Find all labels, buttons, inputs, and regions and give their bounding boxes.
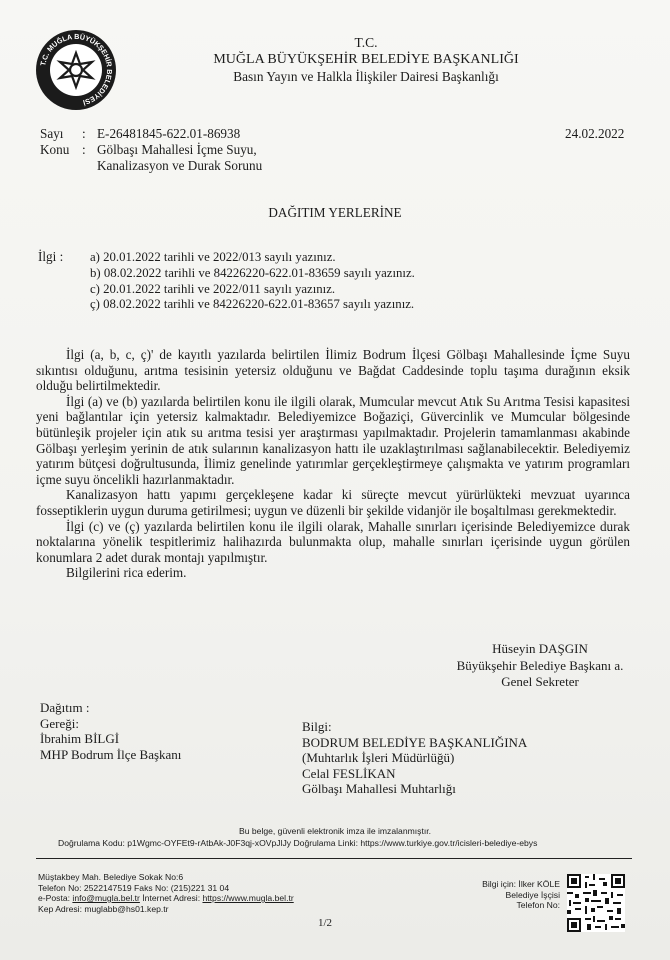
geregi-label: Gereği: bbox=[40, 715, 79, 731]
signatory-title: Büyükşehir Belediye Başkanı a. bbox=[456, 657, 624, 673]
footer-email-web: e-Posta: info@mugla.bel.tr İnternet Adresi: https://www.mugla.bel.tr bbox=[38, 893, 294, 903]
geregi-item: İbrahim BİLGİ bbox=[40, 731, 120, 746]
body-paragraph: Kanalizasyon hattı yapımı gerçekleşene kadar ki süreçte mevcut yürürlükteki mevzuat uyarınca fosseptiklerin uygun duruma getirilmesi; uygun ve düzenli bir şekilde vidanjör ile boşaltılması gerekmektedir. bbox=[36, 487, 630, 518]
ilgi-item: c) 20.01.2022 tarihli ve 2022/011 sayılı yazınız. bbox=[90, 281, 336, 296]
distribution-heading: Dağıtım : bbox=[40, 700, 90, 715]
header-tc: T.C. bbox=[354, 35, 378, 50]
website-link[interactable]: https://www.mugla.bel.tr bbox=[202, 893, 294, 903]
konu-value-line2: Kanalizasyon ve Durak Sorunu bbox=[97, 158, 263, 173]
signatory-name: Hüseyin DAŞGIN bbox=[492, 641, 588, 656]
footer-kep: Kep Adresi: muglabb@hs01.kep.tr bbox=[38, 903, 169, 914]
body-paragraph: İlgi (a) ve (b) yazılarda belirtilen konu ile ilgili olarak, Mumcular mevcut Atık Su Arıtma Tesisi kapasitesi yeni bağlantılar için yetersiz kalmaktadır. Belediyemizce Boğaziçi, Güvercinlik ve Mumcular bölgesinde bütünleşik projeler için atık su arıtma tesisi yer araştırması yapılmaktadır. Projelerin tamamlanması akabinde Gölbaşı yerleşim yerinin de atık sularının kanalizasyon hattı ile uzaklaştırılması sağlanabilecektir. Belediyemiz yatırım bütçesi doğrultusunda, İlimiz genelinde yatırımlar gerçekleştirmeye çalışmakta ve yatırım programları içme suyu öncelikli hazırlanmaktadır. bbox=[36, 393, 630, 487]
contact-person-title: Belediye İşçisi bbox=[505, 889, 560, 900]
document-date: 24.02.2022 bbox=[565, 126, 625, 141]
svg-text:T.C. MUĞLA BÜYÜKŞEHİR BELEDİYE: T.C. MUĞLA BÜYÜKŞEHİR BELEDİYESİ bbox=[38, 31, 115, 108]
konu-value-line1: Gölbaşı Mahallesi İçme Suyu, bbox=[97, 142, 257, 157]
bilgi-item: BODRUM BELEDİYE BAŞKANLIĞINA bbox=[302, 734, 528, 750]
document-page: T.C. MUĞLA BÜYÜKŞEHİR BELEDİYESİ T.C. MUĞLA BÜYÜKŞEHİR BELEDİYE BAŞKANLIĞI Basın Yayın ve Halkla İlişkiler Dairesi Başkanlığı Sayı : E-26481845-622.01-86938 24.02.2022 Konu : Gölbaşı Mahallesi İçme Suyu, Kanalizasyon ve Durak Sorunu DAĞITIM YERLERİNE İlgi : a) 20.01.2022 tarihli ve 2022/013 sayılı yazınız. b) 08.02.2022 tarihli ve 84226220-622.01-83659 sayılı yazınız. c) 20.01.2022 tarihli ve 2022/011 sayılı yazınız. ç) 08.02.2022 tarihli ve 84226220-622.01-83657 sayılı yazınız. İlgi (a, b, c, ç)' de kayıtlı yazılarda belirtilen İlimiz Bodrum İlçesi Gölbaşı Mahallesinde İçme Suyu sıkıntısı olduğunu, arıtma tesisinin yetersiz olduğunu ve Bağdat Caddesinde toplu taşıma durağının eksik olduğu belirtilmektedir. İlgi (a) ve (b) yazılarda belirtilen konu ile ilgili olarak, Mumcular mevcut Atık Su Arıtma Tesisi kapasitesi yeni bağlantılar için yetersiz kalmaktadır. Belediyemizce Boğaziçi, Güvercinlik ve Mumcular bölgesinde bütünleşik projeler için atık su arıtma tesisi yer araştırması yapılmaktadır. Projelerin tamamlanması akabinde Gölbaşı yerleşim yerinin de atık sularının kanalizasyon hattı ile uzaklaştırılması sağlanabilecektir. Belediyemiz yatırım bütçesi doğrultusunda, İlimiz genelinde yatırımlar gerçekleştirmeye çalışmakta ve yatırım programları içme suyu öncelikli hazırlanmaktadır. Kanalizasyon hattı yapımı gerçekleşene kadar ki süreçte mevcut yürürlükteki mevzuat uyarınca fosseptiklerin uygun duruma getirilmesi; uygun ve düzenli bir şekilde vidanjör ile boşaltılması gerekmektedir. İlgi (c) ve (ç) yazılarda belirtilen konu ile ilgili olarak, Mahalle sınırları içerisinde Belediyemizce durak noktalarına yönelik tespitlerimiz halihazırda bulunmakta olup, mahalle sınırları içerisinde uygun görülen konumlara 2 adet durak montajı yapılmıştır. Bilgilerini rica ederim. Hüseyin DAŞGIN Büyükşehir Belediye Başkanı a. Genel Sekreter Dağıtım : Gereği: İbrahim BİLGİ MHP Bodrum İlçe Başkanı Bilgi: BODRUM BELEDİYE BAŞKANLIĞINA (Muhtarlık İşleri Müdürlüğü) Celal FESLİKAN Gölbaşı Mahallesi Muhtarlığı Bu belge, güvenli elektronik imza ile imzalanmıştır. Doğrulama Kodu: p1Wgmc-OYFEt9-rAtbAk-J0F3qj-xOVpJlJy Doğrulama Linki: https://www.turkiye.gov.tr/icisleri-belediye-ebys Müştakbey Mah. Belediye Sokak No:6 Telefon No: 2522147519 Faks No: (215)221 31 04 e-Posta: info@mugla.bel.tr İnternet Adresi: https://www.mugla.bel.tr Kep Adresi: muglabb@hs01.kep.tr Bilgi için: İlker KÖLE Belediye İşçisi Telefon No: 1/2 bbox=[0, 0, 670, 960]
esign-notice: Bu belge, güvenli elektronik imza ile imzalanmıştır. bbox=[238, 826, 431, 836]
footer-phone: Telefon No: 2522147519 Faks No: (215)221 31 04 bbox=[38, 882, 230, 893]
konu-label: Konu bbox=[40, 142, 70, 157]
bilgi-item: (Muhtarlık İşleri Müdürlüğü) bbox=[302, 750, 455, 765]
contact-person bbox=[440, 879, 560, 911]
bilgi-item: Celal FESLİKAN bbox=[302, 765, 396, 781]
geregi-item: MHP Bodrum İlçe Başkanı bbox=[40, 746, 182, 762]
footer-contact bbox=[38, 872, 294, 914]
bilgi-item: Gölbaşı Mahallesi Muhtarlığı bbox=[302, 781, 456, 796]
sayi-value: E-26481845-622.01-86938 bbox=[97, 126, 241, 141]
verification-link-label: Doğrulama Linki: bbox=[293, 838, 358, 848]
email-link[interactable]: info@mugla.bel.tr bbox=[72, 893, 140, 903]
qr-code-icon[interactable] bbox=[567, 874, 625, 932]
contact-person-name: Bilgi için: İlker KÖLE bbox=[482, 879, 560, 889]
recipient-title: DAĞITIM YERLERİNE bbox=[268, 205, 402, 220]
ilgi-label: İlgi : bbox=[38, 249, 64, 264]
bilgi-label: Bilgi: bbox=[302, 719, 332, 734]
ilgi-item: ç) 08.02.2022 tarihli ve 84226220-622.01-83657 sayılı yazınız. bbox=[90, 297, 415, 312]
signatory-role: Genel Sekreter bbox=[501, 674, 579, 689]
header-department: Basın Yayın ve Halkla İlişkiler Dairesi Başkanlığı bbox=[233, 69, 499, 84]
letter-body bbox=[36, 347, 630, 581]
verification-line bbox=[58, 838, 537, 849]
body-paragraph: İlgi (a, b, c, ç)' de kayıtlı yazılarda belirtilen İlimiz Bodrum İlçesi Gölbaşı Mahallesinde İçme Suyu sıkıntısı olduğunu, arıtma tesisinin yetersiz olduğunu ve Bağdat Caddesinde toplu taşıma durağının eksik olduğu belirtilmektedir. bbox=[36, 347, 630, 394]
ilgi-item: a) 20.01.2022 tarihli ve 2022/013 sayılı yazınız. bbox=[90, 250, 336, 264]
contact-person-phone: Telefon No: bbox=[516, 900, 560, 911]
ilgi-item: b) 08.02.2022 tarihli ve 84226220-622.01-83659 sayılı yazınız. bbox=[90, 265, 415, 280]
ilgi-list bbox=[90, 250, 415, 313]
footer-address: Müştakbey Mah. Belediye Sokak No:6 bbox=[38, 872, 184, 882]
page-number: 1/2 bbox=[318, 917, 333, 929]
header-institution: MUĞLA BÜYÜKŞEHİR BELEDİYE BAŞKANLIĞI bbox=[213, 52, 519, 67]
sayi-label: Sayı bbox=[40, 126, 64, 141]
verification-code: p1Wgmc-OYFEt9-rAtbAk-J0F3qj-xOVpJlJy bbox=[127, 838, 292, 848]
body-paragraph: İlgi (c) ve (ç) yazılarda belirtilen konu ile ilgili olarak, Mahalle sınırları içerisinde Belediyemizce durak noktalarına yönelik tespitlerimiz halihazırda bulunmakta olup, mahalle sınırları içerisinde uygun görülen konumlara 2 adet durak montajı yapılmıştır. bbox=[36, 518, 630, 565]
bilgi-list bbox=[302, 719, 527, 797]
signature-block bbox=[440, 641, 640, 691]
footer-divider bbox=[36, 858, 632, 859]
body-paragraph: Bilgilerini rica ederim. bbox=[66, 565, 187, 581]
distribution-list bbox=[40, 700, 181, 762]
verification-code-label: Doğrulama Kodu: bbox=[58, 838, 125, 848]
verification-link[interactable]: https://www.turkiye.gov.tr/icisleri-belediye-ebys bbox=[360, 838, 538, 848]
